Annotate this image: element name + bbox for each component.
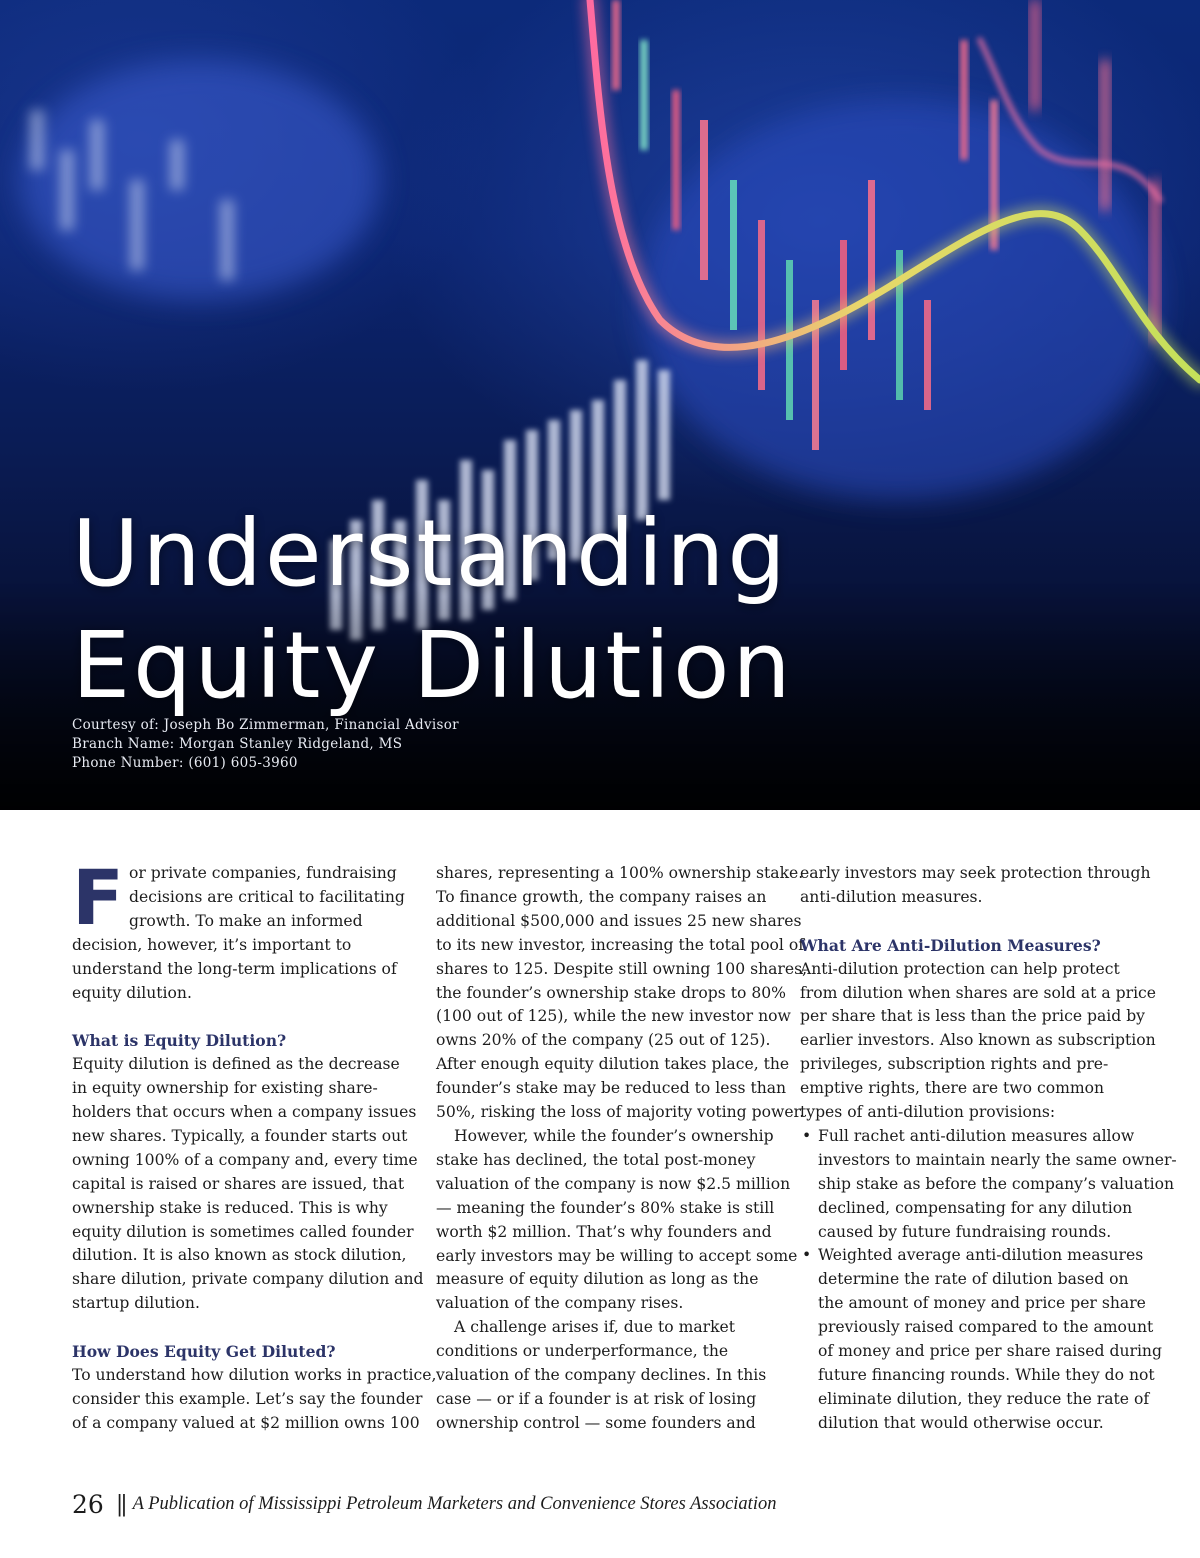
- text-line: emptive rights, there are two common: [800, 1079, 1105, 1098]
- text-line: early investors may be willing to accept some: [436, 1246, 798, 1265]
- text-line: Full rachet anti-dilution measures allow: [818, 1126, 1135, 1145]
- credit-advisor: Courtesy of: Joseph Bo Zimmerman, Financial Advisor: [72, 717, 459, 733]
- text-line: ship stake as before the company’s valuation: [818, 1174, 1175, 1193]
- text-line: equity dilution.: [72, 983, 192, 1002]
- text-line: or private companies, fundraising: [129, 864, 397, 882]
- title-line-1: Understanding: [72, 500, 789, 607]
- article-column-1: [72, 853, 437, 1436]
- text-line: the founder’s ownership stake drops to 80%: [436, 983, 786, 1002]
- paragraph-definition: [72, 1053, 424, 1316]
- text-line: — meaning the founder’s 80% stake is still: [436, 1198, 775, 1217]
- text-line: valuation of the company is now $2.5 million: [436, 1174, 791, 1193]
- text-line: conditions or underperformance, the: [436, 1342, 729, 1361]
- paragraph-example-start: [72, 1364, 437, 1436]
- text-line: eliminate dilution, they reduce the rate of: [818, 1389, 1150, 1408]
- text-line: However, while the founder’s ownership: [454, 1126, 774, 1145]
- list-item: [800, 1244, 1162, 1435]
- text-line: privileges, subscription rights and pre-: [800, 1055, 1109, 1074]
- text-line: investors to maintain nearly the same owner-: [818, 1150, 1177, 1169]
- text-line: 50%, risking the loss of majority voting power.: [436, 1103, 805, 1122]
- text-line: consider this example. Let’s say the founder: [72, 1389, 423, 1408]
- paragraph-challenge: [436, 1316, 768, 1436]
- text-line: ownership stake is reduced. This is why: [72, 1198, 388, 1217]
- text-line: to its new investor, increasing the total pool of: [436, 935, 805, 954]
- paragraph-valuation: [436, 1125, 798, 1316]
- section-heading-what-is-equity-dilution: What is Equity Dilution?: [72, 1031, 287, 1051]
- text-line: early investors may seek protection through: [800, 864, 1151, 882]
- text-line: previously raised compared to the amount: [818, 1318, 1154, 1337]
- text-line: share dilution, private company dilution and: [72, 1270, 424, 1289]
- text-line: valuation of the company declines. In this: [436, 1366, 767, 1385]
- section-heading-anti-dilution-measures: What Are Anti-Dilution Measures?: [800, 935, 1101, 955]
- text-line: types of anti-dilution provisions:: [800, 1103, 1056, 1122]
- article-column-2: [436, 862, 808, 1436]
- text-line: ownership control — some founders and: [436, 1413, 756, 1432]
- text-line: capital is raised or shares are issued, that: [72, 1174, 405, 1193]
- paragraph-continuation: [800, 862, 1151, 910]
- article-column-3: [800, 862, 1177, 1436]
- text-line: Weighted average anti-dilution measures: [818, 1246, 1144, 1265]
- paragraph-anti-dilution: [800, 958, 1157, 1125]
- intro-paragraph: [72, 853, 405, 1005]
- text-line: understand the long-term implications of: [72, 959, 397, 978]
- list-item: [800, 1125, 1177, 1245]
- text-line: case — or if a founder is at risk of losing: [436, 1389, 757, 1408]
- page-footer: [72, 1486, 776, 1522]
- text-line: dilution that would otherwise occur.: [818, 1413, 1104, 1432]
- text-line: holders that occurs when a company issues: [72, 1103, 417, 1122]
- text-line: dilution. It is also known as stock dilution,: [72, 1246, 407, 1265]
- anti-dilution-provisions-list: [800, 1125, 1177, 1436]
- text-line: Equity dilution is defined as the decrease: [72, 1055, 400, 1074]
- text-line: valuation of the company rises.: [436, 1294, 684, 1313]
- text-line: of money and price per share raised during: [818, 1342, 1162, 1361]
- text-line: in equity ownership for existing share-: [72, 1079, 378, 1098]
- text-line: caused by future fundraising rounds.: [818, 1222, 1112, 1241]
- text-line: measure of equity dilution as long as the: [436, 1270, 759, 1289]
- text-line: from dilution when shares are sold at a price: [800, 983, 1157, 1002]
- text-line: stake has declined, the total post-money: [436, 1150, 756, 1169]
- text-line: determine the rate of dilution based on: [818, 1270, 1129, 1289]
- text-line: decision, however, it’s important to: [72, 935, 352, 954]
- text-line: (100 out of 125), while the new investor now: [436, 1007, 791, 1026]
- page-number: 26: [72, 1489, 104, 1519]
- credit-branch: Branch Name: Morgan Stanley Ridgeland, MS: [72, 736, 403, 752]
- section-heading-how-does-equity-get-diluted: How Does Equity Get Diluted?: [72, 1342, 336, 1362]
- text-line: After enough equity dilution takes place, the: [436, 1055, 790, 1074]
- text-line: shares, representing a 100% ownership stake.: [436, 864, 804, 882]
- text-line: To finance growth, the company raises an: [436, 887, 767, 906]
- text-line: founder’s stake may be reduced to less than: [436, 1079, 787, 1098]
- text-line: decisions are critical to facilitating: [129, 887, 405, 906]
- text-line: To understand how dilution works in practice,: [72, 1366, 437, 1384]
- bullet-icon: •: [802, 1246, 812, 1265]
- text-line: worth $2 million. That’s why founders and: [436, 1222, 772, 1241]
- text-line: owns 20% of the company (25 out of 125).: [436, 1031, 771, 1050]
- bullet-icon: •: [802, 1126, 812, 1145]
- text-line: new shares. Typically, a founder starts out: [72, 1126, 408, 1145]
- footer-separator: ||: [115, 1491, 125, 1517]
- title-line-2: Equity Dilution: [72, 612, 794, 719]
- text-line: owning 100% of a company and, every time: [72, 1150, 418, 1169]
- text-line: the amount of money and price per share: [818, 1294, 1146, 1313]
- article-title: [72, 498, 794, 722]
- text-line: Anti-dilution protection can help protect: [800, 959, 1120, 978]
- text-line: A challenge arises if, due to market: [454, 1318, 736, 1337]
- text-line: per share that is less than the price paid by: [800, 1007, 1145, 1026]
- text-line: future financing rounds. While they do not: [818, 1366, 1155, 1385]
- text-line: equity dilution is sometimes called founder: [72, 1222, 414, 1241]
- text-line: earlier investors. Also known as subscription: [800, 1031, 1156, 1050]
- publication-name: A Publication of Mississippi Petroleum Marketers and Convenience Stores Association: [132, 1493, 777, 1514]
- text-line: additional $500,000 and issues 25 new shares: [436, 911, 802, 930]
- text-line: of a company valued at $2 million owns 100: [72, 1413, 420, 1432]
- drop-cap: F: [72, 853, 124, 942]
- text-line: startup dilution.: [72, 1294, 200, 1313]
- credit-phone: Phone Number: (601) 605-3960: [72, 755, 298, 771]
- author-credits: [72, 716, 459, 773]
- text-line: anti-dilution measures.: [800, 887, 983, 906]
- text-line: declined, compensating for any dilution: [818, 1198, 1133, 1217]
- text-line: growth. To make an informed: [129, 911, 363, 930]
- text-line: shares to 125. Despite still owning 100 shares,: [436, 959, 808, 978]
- paragraph-example: [436, 862, 808, 1125]
